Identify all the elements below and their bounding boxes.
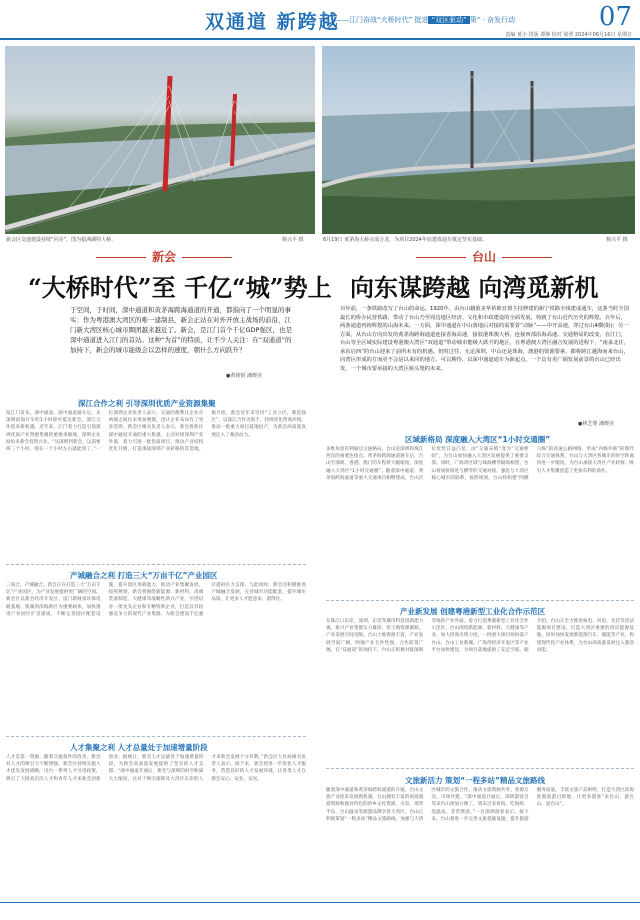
divider-4 bbox=[326, 768, 634, 769]
body-taishan-2: 在珠江口东岸，深圳、东莞等城市科技创新能力强，新兴产业集群实力雄厚，但土地资源紧缺，产业发展空间受限。台山土地资源丰富，产业发展空间广阔，两地产业互补性强，合作前景广阔。在“双通道”的加持下，台山正积极对接深圳等地的产业外溢，着力打造粤港新型工业化合作示范区。台山围绕新能源、新材料、大健康等产业，加大招商引资力度，一批重大项目纷纷落户台山。台山工业新城、广海湾经济开发区等产业平台加快建设，为项目落地提供了充足空间。据介绍，台山正全力推进核电、风电、光伏等清洁能源项目建设，打造大湾区重要的清洁能源基地，同时加快发展新能源汽车、储能等产业，构建现代化产业体系，为台山高质量发展注入强劲动能。 bbox=[326, 619, 634, 653]
headline-xinhui: “大桥时代”至 千亿“城”势上 bbox=[28, 273, 332, 302]
body-xinhui-3: 人才是第一资源。随着交通条件的改善，新会对人才的吸引力不断增强。新会区持续实施人才优先发展战略，出台一系列人才引进政策，吸引了大批高层次人才和青年人才来新会创新创业。据统计，新会人才总量处于加速增量阶段，为新会高质量发展提供了坚实的人才支撑。“深中通道开通后，新会与深圳的时空距离大大缩短，这对于吸引深圳及大湾区东岸的人才来新会发展十分有利。”新会区人社局相关负责人表示，接下来，新会将进一步优化人才服务，营造良好的人才发展环境，让各类人才在新会安心、安业、安居。 bbox=[6, 755, 306, 782]
section-subtitle bbox=[335, 15, 515, 25]
bridge-illustration-left bbox=[5, 46, 315, 234]
bridge-illustration-right bbox=[322, 46, 635, 234]
divider-3 bbox=[326, 600, 634, 601]
divider-2 bbox=[6, 736, 306, 737]
subtitle-suffix: 策“ · 奋发行动 bbox=[469, 16, 516, 24]
subhead-xinhui-3: 人才集聚之利 人才总量处于加速增量阶段 bbox=[70, 743, 208, 752]
bridge-photo-left bbox=[5, 46, 315, 234]
photo-credit-right: 杨兴平 摄 bbox=[606, 237, 628, 243]
subtitle-prefix: ——江门奋战“大桥时代” 挺进 bbox=[335, 16, 429, 24]
section-label-taishan: 台山 bbox=[410, 248, 558, 265]
photo-credit-left: 杨兴平 摄 bbox=[282, 237, 304, 243]
body-taishan-1: 多维角度有利通达交通格局。台山是深圳和珠江西岸的重要连接点。黄茅海跨海通道通车后，台山至深圳、香港、澳门的车程将大幅缩短，深度融入大湾区“1小时交通圈”。随着深中通道、黄茅海跨海通道等重大交通项目相继建成，台山区位优势日益凸显，由“交通末梢”变为“交通枢纽”，为台山加快融入大湾区发展提供了重要支撑。同时，广海湾区域与珠海横琴隔海相望，台山将加快推进与横琴的交通对接，强化与大湾区核心城市的联系。按照规划，台山将构建“四横六纵”的高速公路网络，形成“内畅外联”的现代综合交通体系，台山与大湾区各城市的时空距离将进一步缩短，为台山承接大湾区产业转移、吸引人才集聚创造了更加有利的条件。 bbox=[326, 447, 634, 481]
footer-rule bbox=[0, 902, 640, 903]
subtitle-highlight: “双区驱动” bbox=[428, 16, 469, 24]
byline-xinhui: ●黄铭锐 潘晓美 bbox=[226, 373, 262, 379]
page-header bbox=[0, 0, 640, 40]
bridge-photo-right bbox=[322, 46, 635, 234]
subhead-xinhui-1: 深江合作之利 引导深圳优质产业资源集聚 bbox=[78, 399, 216, 408]
page-meta: 责编 黄小 排版 谭静 校对 梁翠 2024年06月16日 星期日 bbox=[505, 32, 632, 38]
body-xinhui-1: 按江门发布，深中通道。深中通道通车后，从深圳前海开车约1小时即可抵达新会，深江合作迎来新机遇。近年来，江门着力打造引领深圳优质产业资源集聚的重要承载地，深圳企业纷纷来新会投资兴业。“从深圳到新会，以前要两三个小时，现在一个小时左右就能到了。”一位深圳企业负责人表示，交通的便利让企业在两地之间往来更加便捷，也让企业布局有了更多选择。新会区相关负责人表示，新会将抓住深中通道开通的重大机遇，主动对接深圳产业外溢，着力引进一批优质项目，推动产业结构优化升级，打造承接深圳产业转移的首选地。据介绍，新会近年来坚持“工业立区、制造强区”，以深江合作为抓手，持续优化营商环境，推动一批重大项目落地投产，为新会高质量发展注入了强劲动力。 bbox=[6, 411, 306, 453]
body-xinhui-2: 三国合，产城融合。新会正在打造三大“万亩千亿”产业园区，为产业发展提供更广阔的空间。新会区以新会经济开发区、崖门新财富环保电镀基地、银湖湾滨海新区为重要载体，加快推进产业园区扩容提质，不断完善园区配套设施，提升园区承载能力，推动产业集聚发展。按照规划，新会将围绕新能源、新材料、高端装备制造、大健康等战略性新兴产业，引进培育一批龙头企业和专精特新企业，打造具有较强竞争力的现代产业集群，为新会建设千亿强区提供有力支撑。与此同时，新会还积极推进产城融合发展，完善城市功能配套，提升城市品质，让更多人才愿意来、留得住。 bbox=[6, 583, 306, 617]
lead-xinhui: 于空间，于时间，深中通道和黄茅海跨海通道的开通，都指向了一个明显的事实：作为粤港澳大湾区的唯一建制县，新会正站在对外开放主战场的前沿，江门新大湾区核心城市圈团越来越近了。新会，是江门首个千亿GDP强区，也是深中通道进入江门的首站。这种“为首”的特质，让不少人关注：在“双通道”的加持下，新会的城市能级会以怎样的速度，朝什么方向跃升？ bbox=[70, 306, 292, 354]
subhead-taishan-1: 区域新格局 深度融入大湾区“1小时交通圈” bbox=[405, 435, 551, 444]
subhead-taishan-3: 文旅新活力 策划“一程多站”精品文旅路线 bbox=[405, 776, 545, 785]
section-label-xinhui: 新会 bbox=[90, 248, 238, 265]
section-title: 双通道 新跨越 bbox=[205, 11, 340, 33]
divider-1 bbox=[6, 564, 306, 565]
photo-caption-left: 新会区交通建设持续“闪亮”，图为银洲湖特大桥。 bbox=[6, 237, 117, 243]
lead-taishan: 百年前，一条铁路改写了台山的命运。1920年，由台山籍旅美华侨陈宜禧主持修建的新宁铁路全线建成通车，这条当时全国最长的侨办民营铁路，带动了台山乃至周边地区经济、文化和市政建设的全面发展，铸就了台山近代历史的辉煌。百年后，两条通道再铸辉煌的山海未来。一方面，深中通道在中山落地后对接的需要着“动脉”——中开高速，穿过台山4横(街)；另一方面，从台山方向出发的黄茅海跨海通道连接香海高速、接驳港珠澳大桥，连接西部沿海高速。交通格局的改变，在江门，台山等全区域实际建设粤港澳大湾区“双通道”带动城市能级大跃升的地区，在粤港澳大湾区融合发展的进程下，“南来北往，承东启西”的台山迎来了前所未有的机遇。但时过往，无论深圳，中山还是珠海，澳港的资源要素，都将跨江越海而来台山，向湾区形成的方而更不会是以来回的地方。可以期待，以深中通道通车为新起点，一个具有更广阔发展前景的台山已经出发，一个城市要承接的大湾区桥头堡的未来。 bbox=[340, 306, 629, 372]
subhead-xinhui-2: 产城融合之利 打造三大“万亩千亿”产业园区 bbox=[70, 571, 218, 580]
byline-taishan: ●林芝骏 潘晓美 bbox=[578, 421, 614, 427]
headline-taishan: 向东谋跨越 向湾觅新机 bbox=[350, 273, 599, 302]
body-taishan-3: 随着深中通道和黄茅海跨海通道的开通，台山文旅产业迎来发展新机遇。台山拥有丰富的滨海旅游资源和独具特色的侨乡文化资源，川岛、那琴半岛、台山温泉等旅游品牌享誉大湾区。台山正积极策划“一程多站”精品文旅路线，加强与大湾区城市的文旅合作，推动文旅资源共享、客源互送、市场共建。“深中通道开通后，深圳游客自驾来台山更加方便了，周末过来看海、吃海鲜、泡温泉，非常惬意。”一位深圳游客表示。接下来，台山将进一步完善文旅基础设施，提升旅游服务质量，丰富文旅产品供给，打造大湾区滨海度假旅游目的地，让更多游客“来台山、游台山、爱台山”。 bbox=[326, 788, 634, 822]
photo-caption-right: 6月19日 黄茅海大桥完成合龙，为项目2024年底建成通车奠定坚实基础。 bbox=[323, 237, 487, 243]
subhead-taishan-2: 产业新发展 创建粤港新型工业化合作示范区 bbox=[400, 607, 546, 616]
page-number: 07 bbox=[598, 2, 632, 32]
